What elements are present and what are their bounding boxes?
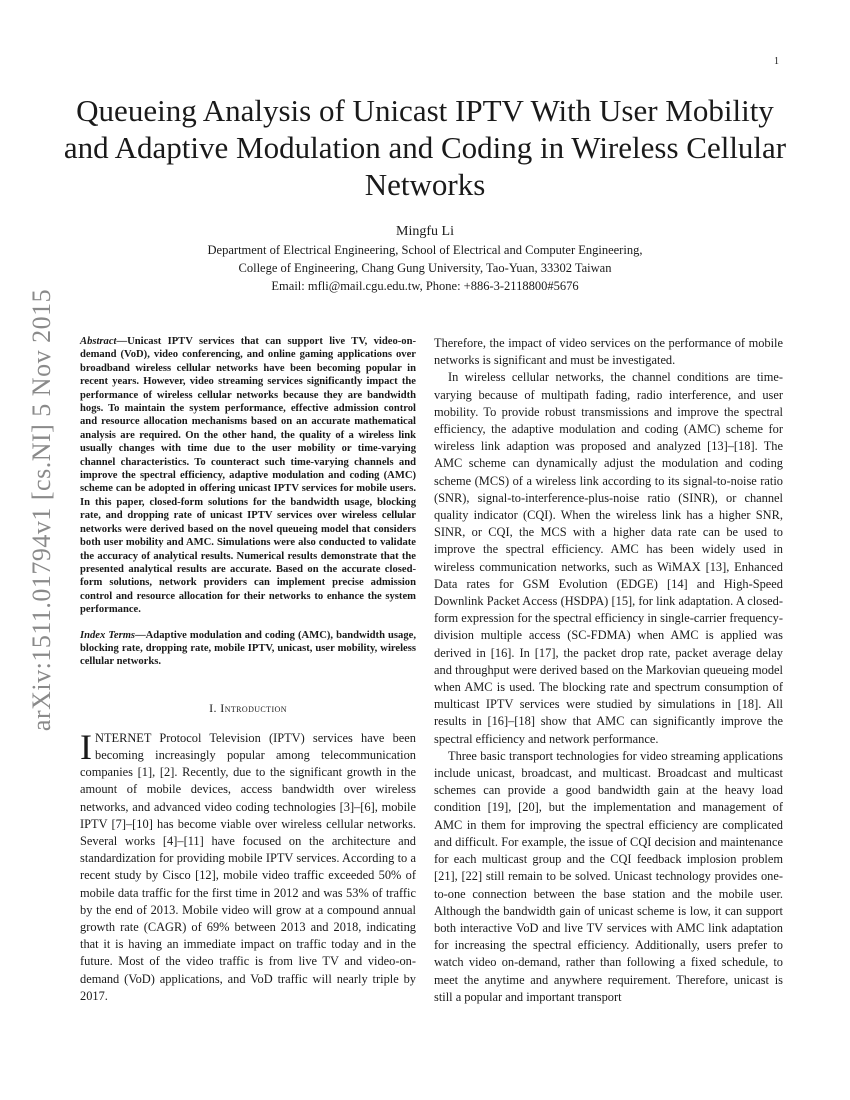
body-paragraph: In wireless cellular networks, the channel conditions are time-varying because of multipath fading, radio interference, and user mobility. To provide robust transmissions and improve the spectral efficiency, the adaptive modulation and coding (AMC) scheme for wireless link adaption was proposed and analyzed [13]–[18]. The AMC scheme can dynamically adjust the modulation and coding scheme (MCS) of a wireless link according to its signal-to-noise ratio (SNR), signal-to-interference-plus-noise ratio (SINR), or channel quality indicator (CQI). When the wireless link has a higher SNR, SINR, or CQI, the MCS with a higher data rate can be used to improve the spectral efficiency. AMC has been widely used in wireless communication networks, such as WiMAX [13], Enhanced Data rates for GSM Evolution (EDGE) [14] and High-Speed Downlink Packet Access (HSDPA) [15], for link adaptation. A closed-form expression for the spectral efficiency in single-carrier frequency-division multiple access (SC-FDMA) when AMC is applied was derived in [16]. In [17], the packet drop rate, packet average delay and throughput were derived based on the Markovian queueing model when AMC is used. The blocking rate and spectrum consumption of multicast IPTV services were studied by simulations in [18]. All results in [16]–[18] show that AMC can significantly improve the spectral efficiency and network performance. [434, 370, 783, 746]
index-terms: Index Terms—Adaptive modulation and coding (AMC), bandwidth usage, blocking rate, dropping rate, mobile IPTV, unicast, user mobility, wireless cellular networks. [80, 629, 416, 668]
paper-title: Queueing Analysis of Unicast IPTV With User Mobility and Adaptive Modulation and Coding in Wireless Cellular Networks [63, 93, 787, 202]
author-name: Mingfu Li [396, 224, 454, 239]
intro-paragraph-text: NTERNET Protocol Television (IPTV) services have been becoming increasingly popular among telecommunication companies [1], [2]. Recently, due to the significant growth in the amount of mobile devices, access bandwidth over wireless networks, and advanced video coding technologies [3]–[6], mobile IPTV [7]–[10] has become viable over wireless cellular networks. Several works [4]–[11] have focused on the architecture and standardization for providing mobile IPTV services. According to a recent study by Cisco [12], mobile video traffic exceeded 50% of mobile data traffic for the first time in 2012 and was 53% of traffic by the end of 2013. Mobile video will grow at a compound annual growth rate (CAGR) of 69% between 2013 and 2018, indicating that it is having an immediate impact on traffic today and in the future. Most of the video traffic is from live TV and video-on-demand (VoD) applications, and VoD traffic will nearly triple by 2017. [80, 730, 416, 1003]
abstract: Abstract—Unicast IPTV services that can support live TV, video-on-demand (VoD), video conferencing, and online gaming applications over broadband wireless cellular networks have been becoming popular in recent years. However, video streaming services significantly impact the performance of wireless cellular networks because they are bandwidth hogs. To maintain the system performance, effective admission control and resource allocation mechanisms based on an accurate mathematical analysis are required. On the other hand, the quality of a wireless link usually changes with time due to the user mobility or time-varying channel characteristics. To counteract such time-varying channels and improve the spectral efficiency, adaptive modulation and coding (AMC) scheme can be adopted in offering unicast IPTV services for mobile users. In this paper, closed-form solutions for the bandwidth usage, blocking rate, and dropping rate of unicast IPTV services over wireless cellular networks were derived based on the novel queueing model that considers both user mobility and AMC. Simulations were also conducted to validate the accuracy of analytical results. Numerical results demonstrate that the presented analytical results are accurate. Based on the accurate closed-form solutions, network providers can implement precise admission control and resource allocation for their networks to enhance the system performance. [80, 336, 416, 616]
index-terms-label: Index Terms [80, 629, 136, 641]
index-terms-text: Adaptive modulation and coding (AMC), bandwidth usage, blocking rate, dropping rate, mobile IPTV, unicast, user mobility, wireless cellular networks. [80, 629, 416, 668]
section-heading: I. Introduction [209, 700, 287, 715]
arxiv-identifier-stamp: arXiv:1511.01794v1 [cs.NI] 5 Nov 2015 [27, 288, 56, 732]
left-column [80, 335, 416, 1005]
abstract-label: Abstract [80, 336, 117, 347]
intro-paragraph [80, 726, 416, 1005]
page-number: 1 [774, 56, 779, 67]
right-column [434, 335, 783, 1006]
contact-line: Email: mfli@mail.cgu.edu.tw, Phone: +886-3-2118800#5676 [271, 279, 579, 293]
affiliation-line: Department of Electrical Engineering, School of Electrical and Computer Engineering, [207, 243, 643, 257]
dropcap-letter: I [80, 726, 92, 767]
body-paragraph: Therefore, the impact of video services on the performance of mobile networks is significant and must be investigated. [434, 336, 783, 368]
abstract-text: Unicast IPTV services that can support live TV, video-on-demand (VoD), video conferencing, and online gaming applications over broadband wireless cellular networks have been becoming popular in recent years. However, video streaming services significantly impact the performance of wireless cellular networks because they are bandwidth hogs. To maintain the system performance, effective admission control and resource allocation mechanisms based on an accurate mathematical analysis are required. On the other hand, the quality of a wireless link usually changes with time due to the user mobility or time-varying channel characteristics. To counteract such time-varying channels and improve the spectral efficiency, adaptive modulation and coding (AMC) scheme can be adopted in offering unicast IPTV services for mobile users. In this paper, closed-form solutions for the bandwidth usage, blocking rate, and dropping rate of unicast IPTV services over wireless cellular networks were derived based on the novel queueing model that considers both user mobility and AMC. Simulations were also conducted to validate the accuracy of analytical results. Numerical results demonstrate that the presented analytical results are accurate. Based on the accurate closed-form solutions, network providers can implement precise admission control and resource allocation for their networks to enhance the system performance. [80, 336, 416, 616]
author-block [60, 223, 790, 295]
affiliation-line: College of Engineering, Chang Gung University, Tao-Yuan, 33302 Taiwan [238, 261, 612, 275]
body-paragraph: Three basic transport technologies for video streaming applications include unicast, broadcast, and multicast. Broadcast and multicast schemes can provide a good bandwidth gain at the heavy load condition [19], [20], but the implementation and management of AMC in them for improving the spectral efficiency are complicated and difficult. For example, the issue of CQI decision and maintenance for each multicast group and the CQI feedback implosion problem [21], [22] still remain to be solved. Unicast technology provides one-to-one connection between the base station and the mobile user. Although the bandwidth gain of unicast scheme is low, it can support both interactive VoD and live TV services with AMC link adaptation for increasing the spectral efficiency. Additionally, users prefer to watch video on-demand, rather than following a fixed schedule, to meet the anytime and anywhere requirement. Therefore, unicast is still a popular and important transport [434, 748, 783, 1004]
